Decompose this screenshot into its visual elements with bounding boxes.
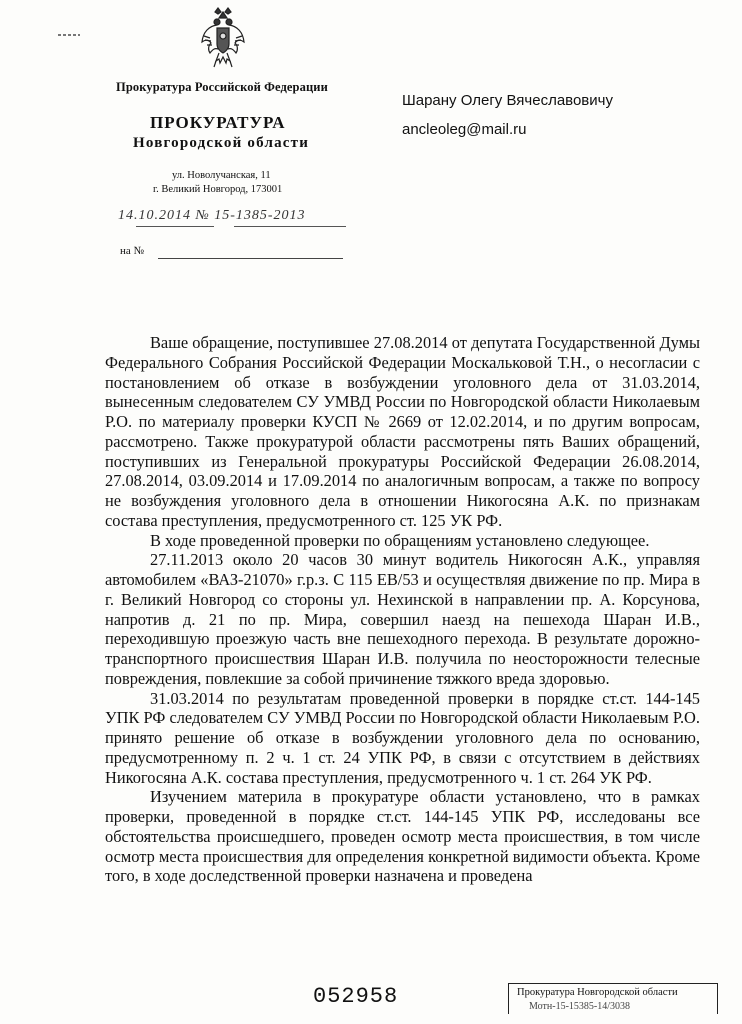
handwritten-reference: 14.10.2014 № 15-1385-2013 <box>118 208 306 223</box>
letter-body <box>105 333 700 886</box>
reference-number-rule <box>234 226 346 227</box>
stamp-ref: Мотн-15-15385-14/3038 <box>529 1001 631 1012</box>
reply-reference-rule <box>158 258 343 259</box>
recipient-name: Шарану Олегу Вячеславовичу <box>402 92 613 109</box>
stamp-org: Прокуратура Новгородской области <box>517 987 678 998</box>
body-paragraph: Ваше обращение, поступившее 27.08.2014 от депутата Государственной Думы Федерального Собрания Российской Федерации Москальковой Т.Н., о несогласии с постановлением об отказе в возбуждении уголовного дела от 31.03.2014, вынесенным следователем СУ УМВД России по Новгородской области Николаевым Р.О. по материалу проверки КУСП № 2669 от 12.02.2014, и по другим вопросам, рассмотрено. Также прокуратурой области рассмотрены пять Ваших обращений, поступивших из Генеральной прокуратуры Российской Федерации 26.08.2014, 27.08.2014, 03.09.2014 и 17.09.2014 по аналогичным вопросам, а также по вопросу не возбуждения уголовного дела в отношении Никогосяна А.К. по признакам состава преступления, предусмотренного ст. 125 УК РФ. <box>105 333 700 530</box>
body-paragraph: Изучением материла в прокуратуре области установлено, что в рамках проверки, проведенной в порядке ст.ст. 144-145 УПК РФ, исследованы все обстоятельства происшедшего, проведен осмотр места происшествия, в том числе осмотр места происшествия для определения конкретной видимости объекта. Кроме того, в ходе доследственной проверки назначена и проведена <box>105 787 700 886</box>
body-paragraph: В ходе проведенной проверки по обращениям установлено следующее. <box>150 530 650 550</box>
registration-stamp <box>508 983 718 1014</box>
address-city: г. Великий Новгород, 173001 <box>153 184 283 195</box>
body-paragraph: 27.11.2013 около 20 часов 30 минут водитель Никогосян А.К., управляя автомобилем «ВАЗ-21070» г.р.з. С 115 ЕВ/53 и осуществляя движение по пр. Мира в г. Великий Новгород со стороны ул. Нехинской в направлении пр. А. Корсунова, напротив д. 21 по пр. Мира, совершил наезд на пешехода Шаран И.В., переходившую проезжую часть вне пешеходного перехода. В результате дорожно-транспортного происшествия Шаран И.В. получила по неосторожности телесные повреждения, повлекшие за собой причинение тяжкого вреда здоровью. <box>105 550 700 688</box>
org-parent-name: Прокуратура Российской Федерации <box>116 80 328 94</box>
reply-reference-label: на № <box>120 245 145 257</box>
outgoing-reference <box>118 208 348 230</box>
serial-number: 052958 <box>313 984 399 1009</box>
reference-date-rule <box>136 226 214 227</box>
body-paragraph: 31.03.2014 по результатам проведенной проверки в порядке ст.ст. 144-145 УПК РФ следователем СУ УМВД России по Новгородской области Николаевым Р.О. принято решение об отказе в возбуждении уголовного дела по основанию, предусмотренному п. 2 ч. 1 ст. 24 УПК РФ, в связи с отсутствием в действиях Никогосяна А.К. состава преступления, предусмотренного ч. 1 ст. 264 УК РФ. <box>105 688 700 787</box>
coat-of-arms-icon <box>199 6 247 72</box>
margin-mark <box>58 34 80 36</box>
address-street: ул. Новолучанская, 11 <box>172 170 271 181</box>
org-name: ПРОКУРАТУРА <box>150 113 286 132</box>
recipient-email: ancleoleg@mail.ru <box>402 121 527 138</box>
org-region: Новгородской области <box>133 135 310 151</box>
